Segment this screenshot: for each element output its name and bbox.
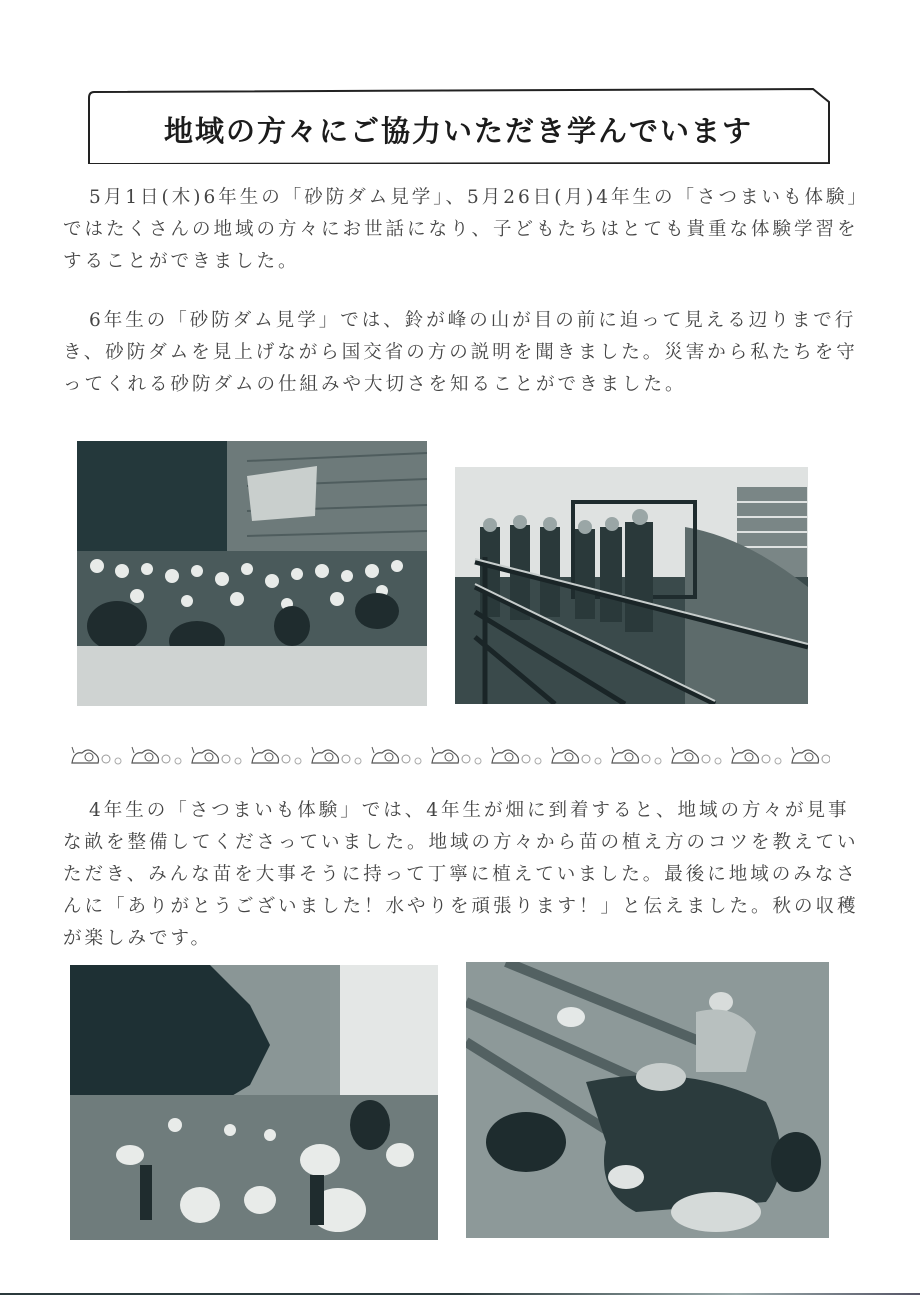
photo-dam-seated-students xyxy=(77,441,427,706)
intro-paragraph: 5月1日(木)6年生の「砂防ダム見学」、5月26日(月)4年生の「さつまいも体験」ではたくさんの地域の方々にお世話になり、子どもたちはとても貴重な体験学習をすることができました。 xyxy=(63,187,860,272)
title-box xyxy=(86,86,831,164)
sweet-potato-paragraph: 4年生の「さつまいも体験」では、4年生が畑に到着すると、地域の方々が見事な畝を整備してくださっていました。地域の方々から苗の植え方のコツを教えていただき、みんな苗を大事そうに持って丁寧に植えていました。最後に地域のみなさんに「ありがとうございました！水やりを頑張ります！」と伝えました。秋の収穫が楽しみです。 xyxy=(63,800,859,949)
snail-icon xyxy=(732,747,781,764)
snail-icon xyxy=(252,747,301,764)
snail-icon xyxy=(612,747,661,764)
snail-divider xyxy=(70,743,830,769)
photo-field-planting xyxy=(70,965,438,1240)
snail-icon xyxy=(132,747,181,764)
snail-icon xyxy=(372,747,421,764)
page-title: 地域の方々にご協力いただき学んでいます xyxy=(163,113,753,148)
snail-icon xyxy=(672,747,721,764)
photo-dam-railing xyxy=(455,467,808,704)
snail-icon xyxy=(192,747,241,764)
photo-seedling-planting xyxy=(466,962,829,1238)
snail-icon xyxy=(432,747,481,764)
snail-icon xyxy=(792,747,830,764)
snail-icon xyxy=(72,747,121,764)
dam-visit-paragraph: 6年生の「砂防ダム見学」では、鈴が峰の山が目の前に迫って見える辺りまで行き、砂防ダムを見上げながら国交省の方の説明を聞きました。災害から私たちを守ってくれる砂防ダムの仕組みや大切さを知ることができました。 xyxy=(63,310,858,395)
snail-icon xyxy=(312,747,361,764)
snail-icon xyxy=(552,747,601,764)
snail-icon xyxy=(492,747,541,764)
page-bottom-edge xyxy=(0,1293,920,1295)
